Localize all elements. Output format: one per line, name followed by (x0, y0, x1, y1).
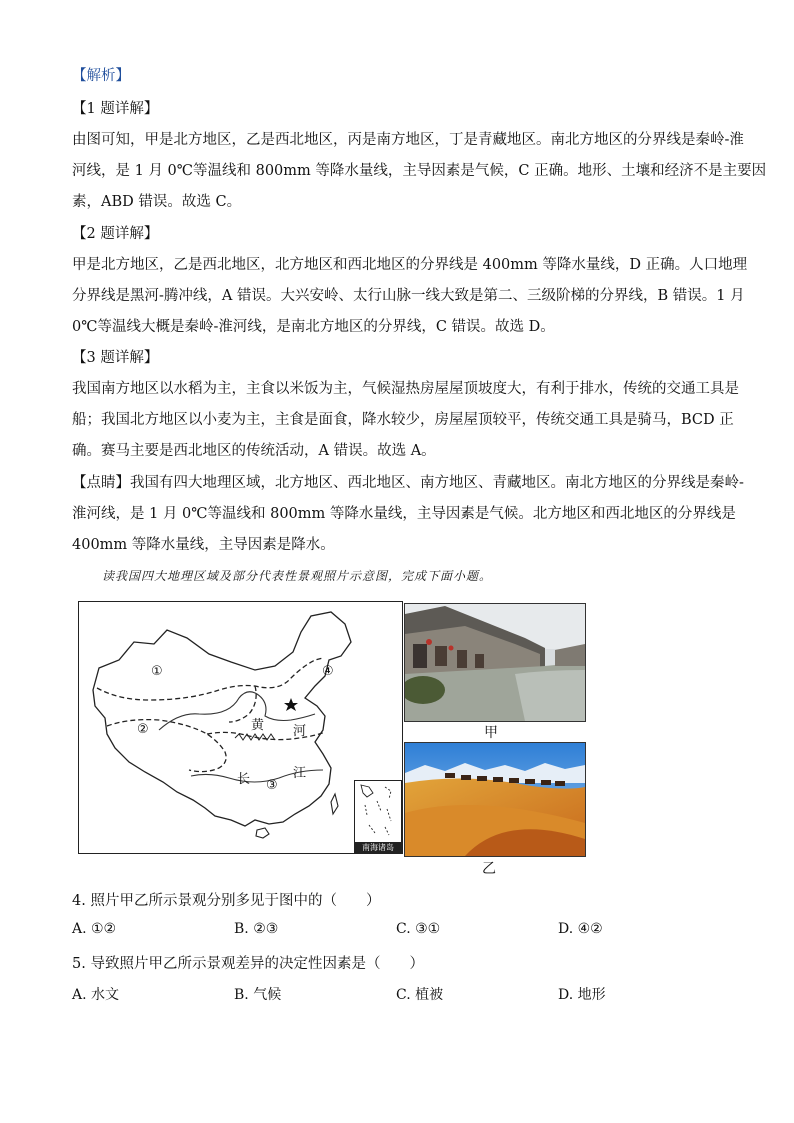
point-line-3: 400mm 等降水量线，主导因素是降水。 (72, 537, 335, 553)
q1-heading: 【1 题详解】 (72, 101, 159, 117)
region-1-label: ① (151, 664, 163, 679)
inset-islands-drawing (355, 781, 401, 842)
question-4-stem: 4. 照片甲乙所示景观分别多见于图中的（ ） (72, 893, 381, 909)
yellow-river-label-huang: 黄 (251, 718, 265, 733)
photo-yi-desert-camels (404, 742, 586, 857)
yangtze-label-chang: 长 (237, 772, 251, 787)
photo-jia-water-town (404, 603, 586, 722)
point-line-2: 淮河线，是 1 月 0℃等温线和 800mm 等降水量线，主导因素是气候。北方地区和西北地区的分界线是 (72, 506, 736, 522)
question-5-option-b[interactable]: B. 气候 (234, 987, 282, 1003)
q2-line-3: 0℃等温线大概是秦岭-淮河线，是南北方地区的分界线，C 错误。故选 D。 (72, 319, 555, 335)
q2-line-2: 分界线是黑河-腾冲线，A 错误。大兴安岭、太行山脉一线大致是第二、三级阶梯的分界线，B 错误。1 月 (72, 288, 745, 304)
inset-label: 南海诸岛 (355, 842, 401, 853)
question-5-option-c[interactable]: C. 植被 (396, 987, 444, 1003)
q3-line-1: 我国南方地区以水稻为主，主食以米饭为主，气候湿热房屋屋顶坡度大，有利于排水，传统的交通工具是 (72, 381, 739, 397)
region-4-label: ④ (322, 664, 334, 679)
analysis-title: 【解析】 (72, 68, 130, 84)
yangtze-label-jiang: 江 (293, 766, 307, 781)
q1-line-3: 素，ABD 错误。故选 C。 (72, 194, 242, 210)
question-5-stem: 5. 导致照片甲乙所示景观差异的决定性因素是（ ） (72, 956, 424, 972)
photo-yi-label: 乙 (482, 861, 496, 877)
q3-line-3: 确。赛马主要是西北地区的传统活动，A 错误。故选 A。 (72, 443, 436, 459)
desert-image (405, 743, 585, 856)
q3-heading: 【3 题详解】 (72, 350, 159, 366)
question-4-option-a[interactable]: A. ①② (72, 921, 117, 937)
question-4-option-b[interactable]: B. ②③ (234, 921, 279, 937)
q3-line-2: 船；我国北方地区以小麦为主，主食是面食，降水较少，房屋屋顶较平，传统交通工具是骑马，BCD 正 (72, 412, 734, 428)
region-3-label: ③ (266, 778, 278, 793)
water-town-image (405, 604, 585, 721)
point-line-1: 【点睛】我国有四大地理区域，北方地区、西北地区、南方地区、青藏地区。南北方地区的分界线是秦岭- (72, 475, 744, 491)
q2-heading: 【2 题详解】 (72, 226, 159, 242)
question-4-option-c[interactable]: C. ③① (396, 921, 441, 937)
south-china-sea-inset (354, 780, 402, 854)
figure-caption: 读我国四大地理区域及部分代表性景观照片示意图，完成下面小题。 (102, 569, 493, 583)
question-5-option-d[interactable]: D. 地形 (558, 987, 606, 1003)
question-4-option-d[interactable]: D. ④② (558, 921, 603, 937)
yellow-river-label-he: 河 (293, 724, 307, 739)
region-2-label: ② (137, 722, 149, 737)
q2-line-1: 甲是北方地区，乙是西北地区，北方地区和西北地区的分界线是 400mm 等降水量线，D 正确。人口地理 (72, 257, 748, 273)
photo-jia-label: 甲 (484, 725, 498, 741)
question-5-option-a[interactable]: A. 水文 (72, 987, 120, 1003)
q1-line-1: 由图可知，甲是北方地区，乙是西北地区，丙是南方地区，丁是青藏地区。南北方地区的分界线是秦岭-淮 (72, 132, 744, 148)
q1-line-2: 河线，是 1 月 0℃等温线和 800mm 等降水量线，主导因素是气候，C 正确。地形、土壤和经济不是主要因 (72, 163, 767, 179)
